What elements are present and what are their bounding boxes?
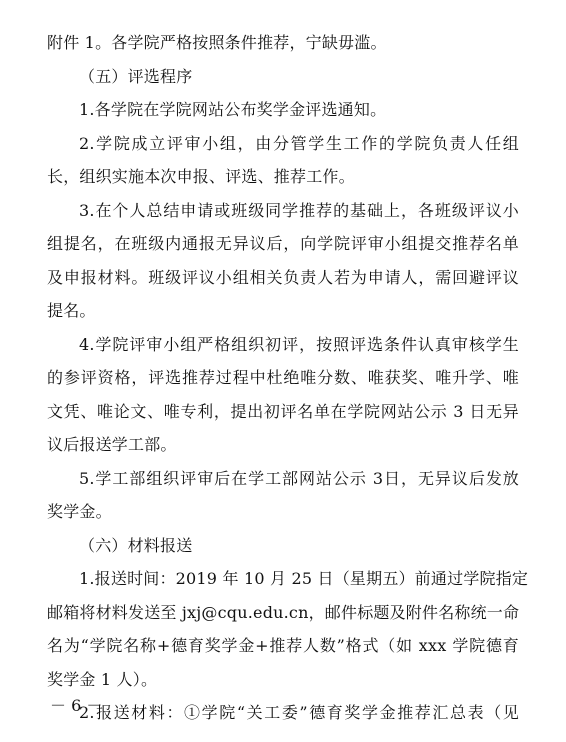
text-line: 名为“学院名称+德育奖学金+推荐人数”格式（如 xxx 学院德育	[47, 636, 519, 655]
text-line: 1.报送时间：2019 年 10 月 25 日（星期五）前通过学院指定	[79, 569, 529, 588]
text-line: （五）评选程序	[79, 66, 193, 86]
text-line: 奖学金 1 人）。	[47, 669, 158, 689]
text-line: 邮箱将材料发送至 jxj@cqu.edu.cn，邮件标题及附件名称统一命	[47, 602, 520, 622]
text-line: 的参评资格，评选推荐过程中杜绝唯分数、唯获奖、唯升学、唯	[47, 368, 519, 387]
text-line: （六）材料报送	[79, 535, 193, 555]
document-body	[47, 26, 529, 730]
text-line: 3.在个人总结申请或班级同学推荐的基础上，各班级评议小	[79, 200, 519, 220]
text-line: 文凭、唯论文、唯专利，提出初评名单在学院网站公示 3 日无异	[47, 401, 519, 421]
text-line: 议后报送学工部。	[47, 435, 177, 454]
text-line: 2.报送材料：①学院“关工委”德育奖学金推荐汇总表（见	[79, 703, 519, 722]
text-line: 奖学金。	[47, 502, 112, 521]
page-number: － 6 －	[50, 696, 103, 715]
text-line: 2.学院成立评审小组，由分管学生工作的学院负责人任组	[79, 133, 519, 153]
text-line: 提名。	[47, 301, 96, 320]
text-line: 及申报材料。班级评议小组相关负责人若为申请人，需回避评议	[47, 267, 519, 287]
text-line: 组提名，在班级内通报无异议后，向学院评审小组提交推荐名单	[47, 234, 519, 253]
text-line: 长，组织实施本次申报、评选、推荐工作。	[47, 167, 355, 186]
text-line: 附件 1。各学院严格按照条件推荐，宁缺毋滥。	[47, 33, 387, 52]
text-line: 5.学工部组织评审后在学工部网站公示 3日，无异议后发放	[79, 468, 519, 488]
text-line: 4.学院评审小组严格组织初评，按照评选条件认真审核学生	[79, 334, 519, 354]
text-line: 1.各学院在学院网站公布奖学金评选通知。	[79, 100, 387, 119]
